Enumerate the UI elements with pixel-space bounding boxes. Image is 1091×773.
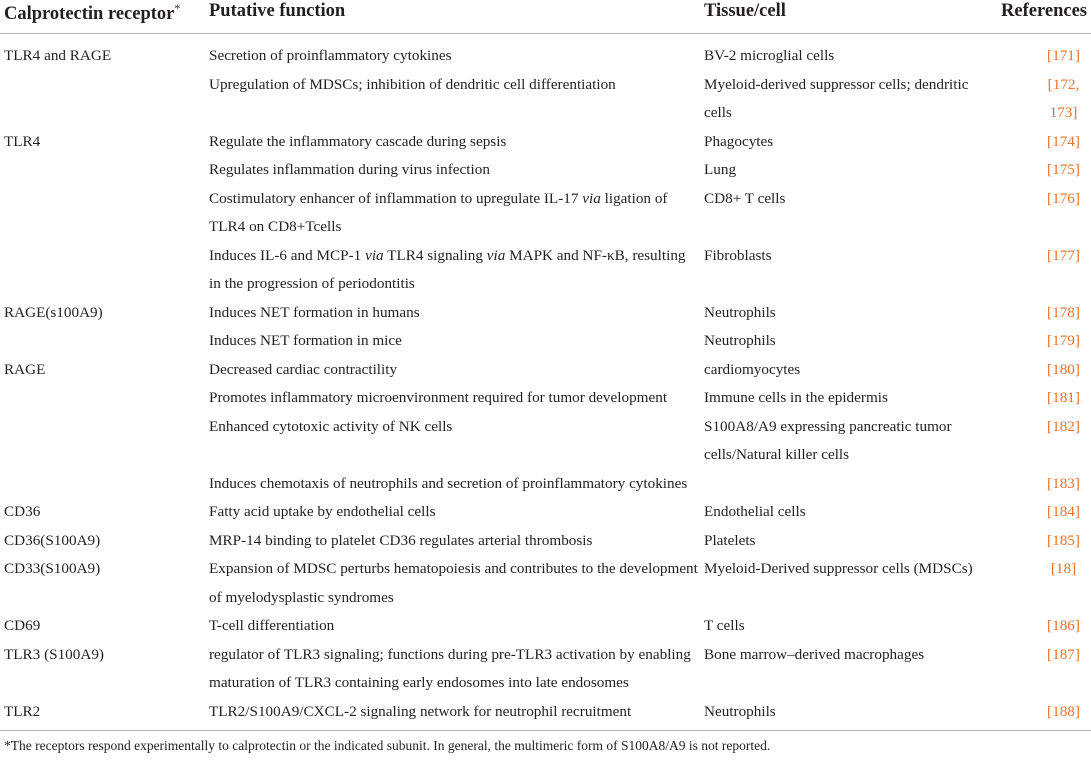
function-cell: Promotes inflammatory microenvironment required for tumor development: [209, 389, 668, 406]
tissue-cell: Platelets: [704, 531, 756, 549]
tissue-cell: BV-2 microglial cells: [704, 47, 835, 64]
receptor-cell: RAGE: [4, 360, 46, 378]
tissue-cell: S100A8/A9 expressing pancreatic tumor cells/Natural killer cells: [704, 417, 952, 463]
tissue-cell: Immune cells in the epidermis: [704, 389, 888, 406]
header-spacer: [0, 34, 1091, 43]
tissue-cell: Neutrophils: [704, 332, 776, 349]
reference-link[interactable]: [178]: [1047, 303, 1080, 321]
italic-via: via: [582, 189, 601, 207]
function-cell: Regulate the inflammatory cascade during sepsis: [209, 132, 507, 150]
receptor-cell: CD36: [4, 503, 41, 520]
tissue-cell: Phagocytes: [704, 132, 774, 150]
function-cell: T-cell differentiation: [209, 617, 335, 634]
function-cell: Regulates inflammation during virus infection: [209, 161, 490, 178]
header-receptor-footnote-mark: *: [174, 1, 181, 15]
tissue-cell: Fibroblasts: [704, 246, 772, 264]
italic-via: via: [365, 246, 384, 264]
receptor-cell: [0, 71, 205, 128]
tissue-cell: cardiomyocytes: [704, 360, 801, 378]
function-cell: Decreased cardiac contractility: [209, 360, 398, 378]
function-cell: Upregulation of MDSCs; inhibition of dendritic cell differentiation: [209, 75, 616, 93]
receptor-cell: CD33(S100A9): [4, 560, 101, 577]
receptor-cell: CD69: [4, 617, 41, 634]
reference-link[interactable]: [188]: [1047, 702, 1080, 720]
tissue-cell: Endothelial cells: [704, 503, 806, 520]
reference-link[interactable]: [185]: [1047, 531, 1080, 549]
receptor-cell: TLR4 and RAGE: [4, 47, 112, 64]
function-cell: Induces NET formation in mice: [209, 332, 402, 349]
reference-link[interactable]: [182]: [1047, 417, 1080, 435]
reference-link[interactable]: [180]: [1047, 360, 1080, 378]
table-row: [0, 698, 1091, 729]
function-cell: Expansion of MDSC perturbs hematopoiesis and contributes to the development of myelodysplastic syndromes: [209, 560, 698, 606]
tissue-cell: CD8+ T cells: [704, 189, 786, 207]
reference-link[interactable]: [171]: [1047, 47, 1080, 64]
italic-via: via: [486, 246, 506, 264]
header-references: References: [1001, 1, 1087, 21]
reference-link[interactable]: [176]: [1047, 189, 1080, 207]
function-cell: Induces chemotaxis of neutrophils and secretion of proinflammatory cytokines: [209, 474, 688, 492]
receptor-cell: [0, 156, 205, 185]
table-row: [0, 612, 1091, 641]
tissue-cell: Neutrophils: [704, 702, 776, 720]
reference-link[interactable]: [183]: [1047, 474, 1080, 492]
tissue-cell: Myeloid-Derived suppressor cells (MDSCs): [704, 560, 973, 577]
table-row: [0, 185, 1091, 242]
header-row: [0, 0, 1091, 34]
header-function: Putative function: [209, 1, 346, 21]
reference-link[interactable]: [177]: [1047, 246, 1080, 264]
reference-link[interactable]: [186]: [1047, 617, 1080, 634]
table-row: [0, 128, 1091, 157]
function-cell: Secretion of proinflammatory cytokines: [209, 47, 452, 64]
reference-link[interactable]: [184]: [1047, 503, 1080, 520]
table-row: [0, 71, 1091, 128]
tissue-cell: T cells: [704, 617, 745, 634]
receptor-cell: [0, 242, 205, 299]
reference-link[interactable]: [179]: [1047, 332, 1080, 349]
table-row: [0, 42, 1091, 71]
header-tissue: Tissue/cell: [704, 1, 786, 21]
table-row: [0, 356, 1091, 385]
table-row: [0, 299, 1091, 328]
tissue-cell: [700, 470, 976, 499]
header-receptor: [0, 0, 205, 34]
table-row: [0, 555, 1091, 612]
function-cell: regulator of TLR3 signaling; functions during pre-TLR3 activation by enabling maturation of TLR3 containing early endosomes into late endosomes: [209, 645, 691, 691]
tissue-cell: Lung: [704, 161, 737, 178]
function-cell: MRP-14 binding to platelet CD36 regulates arterial thrombosis: [209, 531, 593, 549]
table-row: [0, 384, 1091, 413]
receptor-cell: [0, 327, 205, 356]
function-cell: TLR2/S100A9/CXCL-2 signaling network for neutrophil recruitment: [209, 702, 632, 720]
function-cell: Induces IL-6 and MCP-1 via TLR4 signaling via MAPK and NF-κB, resulting in the progression of periodontitis: [209, 246, 686, 292]
table-row: [0, 242, 1091, 299]
table-header: [0, 0, 1091, 34]
reference-link[interactable]: [174]: [1047, 132, 1080, 150]
receptor-cell: [0, 413, 205, 470]
table-row: [0, 641, 1091, 698]
reference-link[interactable]: [18]: [1050, 560, 1077, 577]
header-receptor-label: Calprotectin receptor: [4, 4, 175, 25]
table-row: [0, 527, 1091, 556]
table-row: [0, 498, 1091, 527]
function-cell: Enhanced cytotoxic activity of NK cells: [209, 417, 453, 435]
table-row: [0, 327, 1091, 356]
table-row: [0, 413, 1091, 470]
receptor-cell: RAGE(s100A9): [4, 303, 103, 321]
receptor-cell: TLR3 (S100A9): [4, 645, 104, 663]
receptor-cell: TLR4: [4, 132, 41, 150]
function-cell: Induces NET formation in humans: [209, 303, 420, 321]
table-row: [0, 470, 1091, 499]
reference-link[interactable]: [172, 173]: [1047, 75, 1080, 121]
reference-link[interactable]: [187]: [1047, 645, 1080, 663]
receptor-cell: [0, 185, 205, 242]
reference-link[interactable]: [175]: [1047, 161, 1080, 178]
table-body: [0, 34, 1091, 729]
receptor-cell: [0, 470, 205, 499]
receptor-cell: TLR2: [4, 702, 41, 720]
receptor-cell: CD36(S100A9): [4, 531, 101, 549]
function-cell: Costimulatory enhancer of inflammation to upregulate IL-17 via ligation of TLR4 on CD8+Tcells: [209, 189, 668, 235]
function-cell: Fatty acid uptake by endothelial cells: [209, 503, 436, 520]
table-row: [0, 156, 1091, 185]
reference-link[interactable]: [181]: [1047, 389, 1080, 406]
table-footnote: *The receptors respond experimentally to calprotectin or the indicated subunit. In general, the multimeric form of S100A8/A9 is not reported.: [4, 738, 771, 753]
receptor-cell: [0, 384, 205, 413]
tissue-cell: Neutrophils: [704, 303, 776, 321]
tissue-cell: Bone marrow–derived macrophages: [704, 645, 925, 663]
tissue-cell: Myeloid-derived suppressor cells; dendritic cells: [704, 75, 969, 121]
